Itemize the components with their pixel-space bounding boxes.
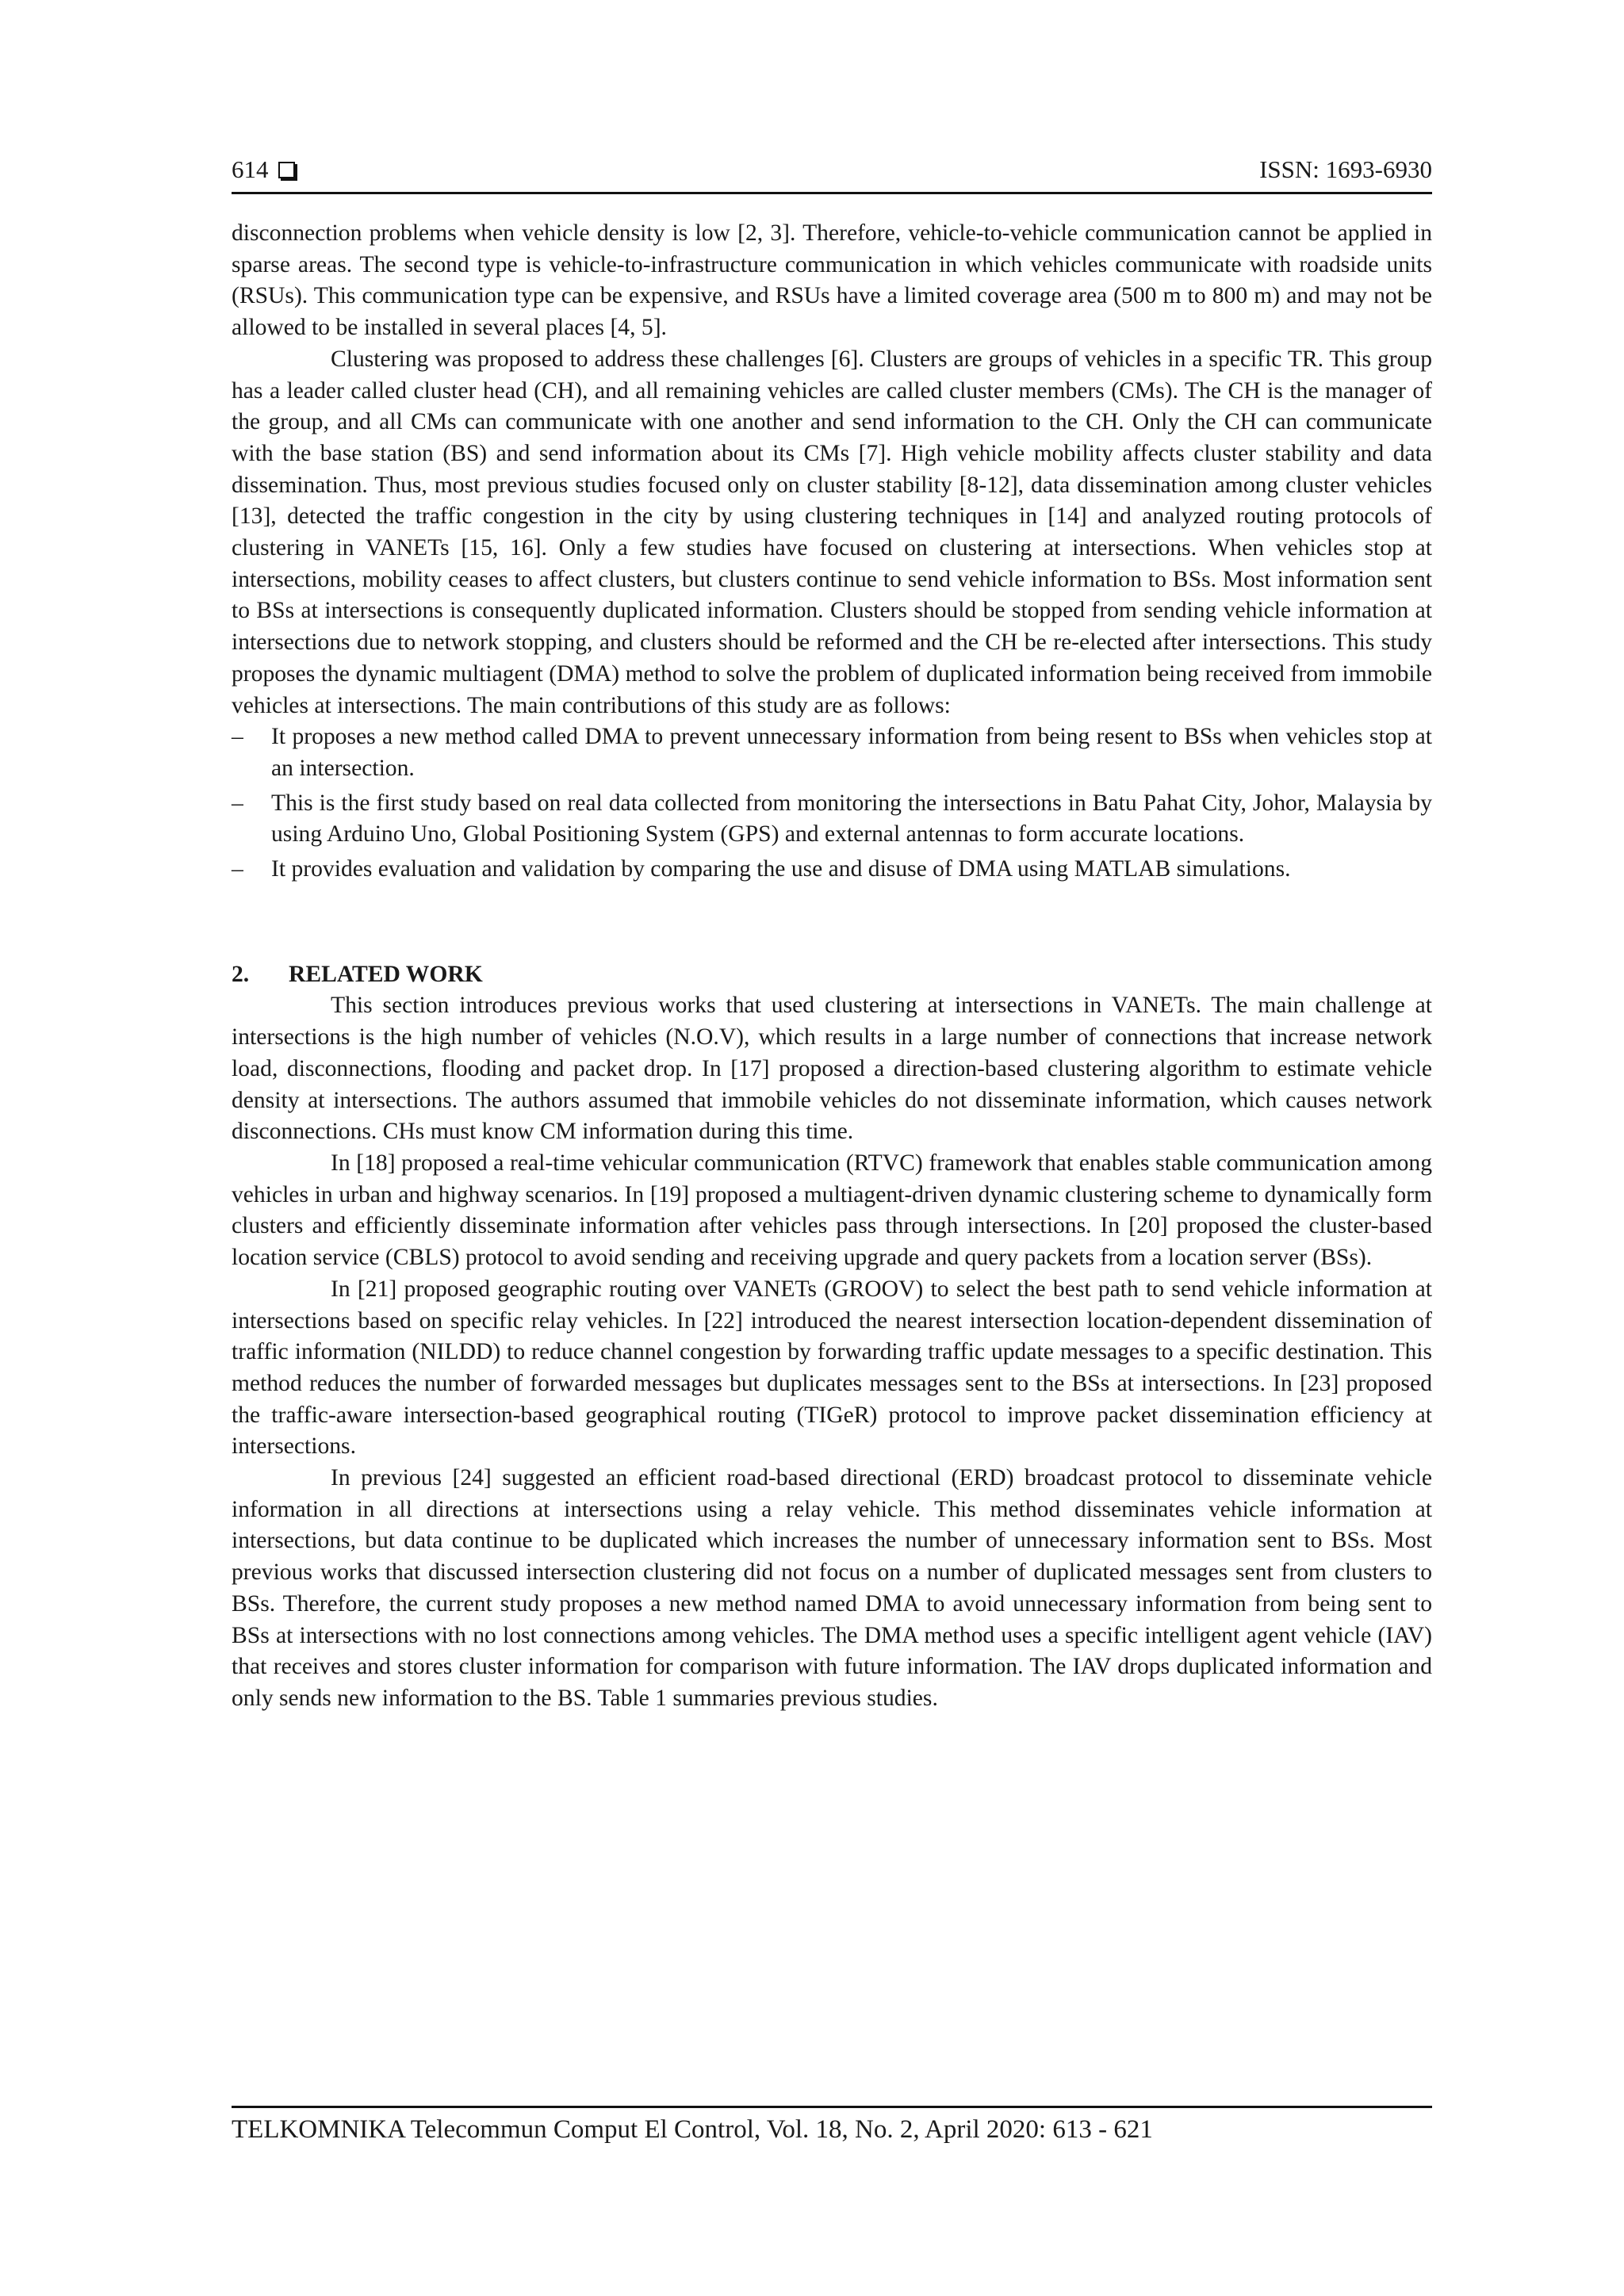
paragraph: disconnection problems when vehicle density is low [2, 3]. Therefore, vehicle-to-vehicle communication cannot be applied in sparse areas. The second type is vehicle-to-infrastructure communication in which vehicles communicate with roadside units (RSUs). This communication type can be expensive, and RSUs have a limited coverage area (500 m to 800 m) and may not be allowed to be installed in several places [4, 5]. [232, 220, 1432, 341]
page-footer [232, 2106, 1432, 2146]
dash-bullet: – [232, 790, 243, 816]
box-icon [278, 162, 295, 178]
paragraph: Clustering was proposed to address these challenges [6]. Clusters are groups of vehicles in a specific TR. This group has a leader called cluster head (CH), and all remaining vehicles are called cluster members (CMs). The CH is the manager of the group, and all CMs can communicate with one another and send information to the CH. Only the CH can communicate with the base station (BS) and send information about its CMs [7]. High vehicle mobility affects cluster stability and data dissemination. Thus, most previous studies focused only on cluster stability [8-12], data dissemination among cluster vehicles [13], detected the traffic congestion in the city by using clustering techniques in [14] and analyzed routing protocols of clustering in VANETs [15, 16]. Only a few studies have focused on clustering at intersections. When vehicles stop at intersections, mobility ceases to affect clusters, but clusters continue to send vehicle information to BSs. Most information sent to BSs at intersections is consequently duplicated information. Clusters should be stopped from sending vehicle information at intersections due to network stopping, and clusters should be reformed and the CH be re-elected after intersections. This study proposes the dynamic multiagent (DMA) method to solve the problem of duplicated information being received from immobile vehicles at intersections. The main contributions of this study are as follows: [232, 346, 1432, 718]
list-item [232, 788, 1432, 851]
body-text [232, 218, 1432, 1715]
issn: ISSN: 1693-6930 [1259, 155, 1432, 183]
paragraph: In [18] proposed a real-time vehicular communication (RTVC) framework that enables stable communication among vehicles in urban and highway scenarios. In [19] proposed a multiagent-driven dynamic clustering scheme to dynamically form clusters and efficiently disseminate information after vehicles pass through intersections. In [20] proposed the cluster-based location service (CBLS) protocol to avoid sending and receiving upgrade and query packets from a location server (BSs). [232, 1150, 1432, 1271]
paragraph: In [21] proposed geographic routing over VANETs (GROOV) to select the best path to send vehicle information at intersections based on specific relay vehicles. In [22] introduced the nearest intersection location-dependent dissemination of traffic information (NILDD) to reduce channel congestion by forwarding traffic update messages to a specific destination. This method reduces the number of forwarded messages but duplicates messages sent to the BSs at intersections. In [23] proposed the traffic-aware intersection-based geographical routing (TIGeR) protocol to improve packet dissemination efficiency at intersections. [232, 1276, 1432, 1460]
page-header [232, 155, 1432, 194]
section-heading [232, 959, 1432, 991]
paragraph: In previous [24] suggested an efficient road-based directional (ERD) broadcast protocol to disseminate vehicle information in all directions at intersections using a relay vehicle. This method disseminates vehicle information at intersections, but data continue to be duplicated which increases the number of unnecessary information sent to BSs. Most previous works that discussed intersection clustering did not focus on a number of duplicated messages sent from clusters to BSs. Therefore, the current study proposes a new method named DMA to avoid unnecessary information from being sent to BSs at intersections with no lost connections among vehicles. The DMA method uses a specific intelligent agent vehicle (IAV) that receives and stores cluster information for comparison with future information. The IAV drops duplicated information and only sends new information to the BS. Table 1 summaries previous studies. [232, 1465, 1432, 1711]
list-item-text: This is the first study based on real data collected from monitoring the intersections in Batu Pahat City, Johor, Malaysia by using Arduino Uno, Global Positioning System (GPS) and external antennas to form accurate locations. [271, 790, 1432, 848]
list-item-text: It provides evaluation and validation by comparing the use and disuse of DMA using MATLAB simulations. [271, 856, 1291, 882]
header-left [232, 155, 295, 184]
dash-bullet: – [232, 724, 243, 750]
footer-citation: TELKOMNIKA Telecommun Comput El Control, Vol. 18, No. 2, April 2020: 613 - 621 [232, 2115, 1153, 2144]
page-number: 614 [232, 155, 269, 183]
contributions-list [232, 721, 1432, 886]
list-item-text: It proposes a new method called DMA to prevent unnecessary information from being resent to BSs when vehicles stop at an intersection. [271, 724, 1432, 781]
dash-bullet: – [232, 856, 243, 882]
section-title: RELATED WORK [289, 961, 483, 987]
list-item [232, 854, 1432, 886]
paragraph: This section introduces previous works that used clustering at intersections in VANETs. The main challenge at intersections is the high number of vehicles (N.O.V), which results in a large number of connections that increase network load, disconnections, flooding and packet drop. In [17] proposed a direction-based clustering algorithm to estimate vehicle density at intersections. The authors assumed that immobile vehicles do not disseminate information, which causes network disconnections. CHs must know CM information during this time. [232, 993, 1432, 1145]
list-item [232, 721, 1432, 784]
section-number: 2. [232, 961, 250, 987]
